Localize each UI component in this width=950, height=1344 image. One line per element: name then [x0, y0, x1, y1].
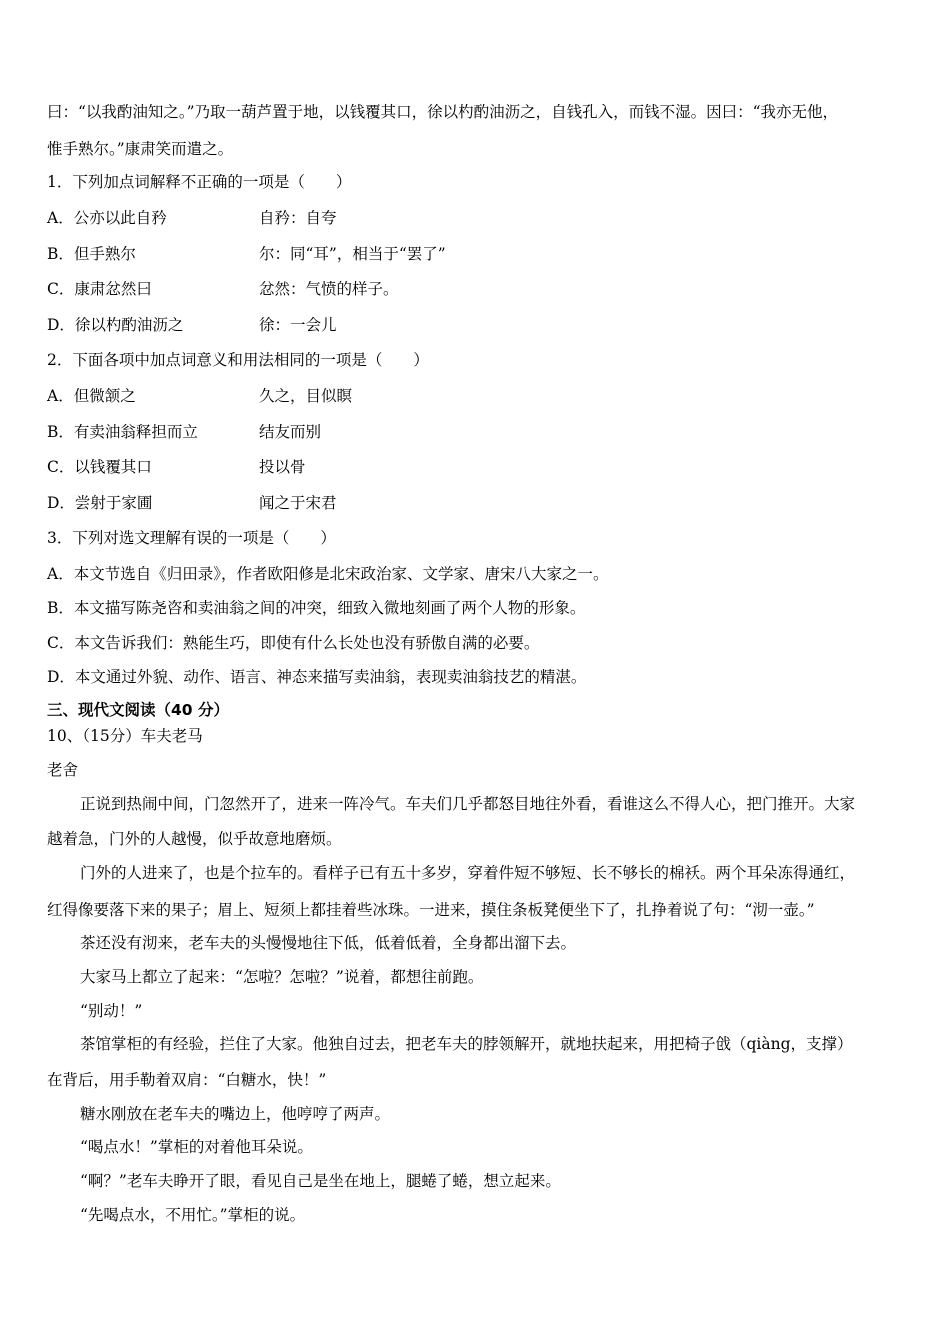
story-paragraph-5: “别动！”	[80, 1002, 143, 1020]
story-paragraph-7: 糖水刚放在老车夫的嘴边上，他哼哼了两声。	[80, 1105, 391, 1123]
q3-option-c: C．本文告诉我们：熟能生巧，即使有什么长处也没有骄傲自满的必要。	[47, 634, 540, 652]
q1-option-c: C．康肃忿然曰	[47, 280, 152, 298]
q2-option-b-note: 结友而别	[259, 423, 322, 441]
q3-option-d: D．本文通过外貌、动作、语言、神态来描写卖油翁，表现卖油翁技艺的精湛。	[47, 668, 587, 686]
q2-option-d: D．尝射于家圃	[47, 494, 153, 512]
q1-option-d-note: 徐：一会儿	[259, 316, 337, 334]
question-1-stem: 1．下列加点词解释不正确的一项是（ ）	[47, 173, 352, 191]
section-heading: 三、现代文阅读（40 分）	[47, 701, 229, 719]
q2-option-c: C．以钱覆其口	[47, 458, 152, 476]
q2-option-b: B．有卖油翁释担而立	[47, 423, 198, 441]
q1-option-d: D．徐以杓酌油沥之	[47, 316, 184, 334]
q3-option-b: B．本文描写陈尧咨和卖油翁之间的冲突，细致入微地刻画了两个人物的形象。	[47, 599, 586, 617]
question-2-stem: 2．下面各项中加点词意义和用法相同的一项是（ ）	[47, 351, 429, 369]
story-paragraph-8: “喝点水！”掌柜的对着他耳朵说。	[80, 1138, 313, 1156]
story-paragraph-1: 正说到热闹中间，门忽然开了，进来一阵冷气。车夫们几乎都怒目地往外看，看谁这么不得人心，把门推开。大家	[80, 795, 856, 813]
story-paragraph-10: “先喝点水，不用忙。”掌柜的说。	[80, 1206, 306, 1224]
story-paragraph-9: “啊？”老车夫睁开了眼，看见自己是坐在地上，腿蜷了蜷，想立起来。	[80, 1172, 561, 1190]
q2-option-d-note: 闻之于宋君	[259, 494, 337, 512]
question-3-stem: 3．下列对选文理解有误的一项是（ ）	[47, 529, 336, 547]
q1-option-b-note: 尔：同“耳”，相当于“罢了”	[259, 245, 446, 263]
story-paragraph-4: 大家马上都立了起来：“怎啦？怎啦？”说着，都想往前跑。	[80, 968, 484, 986]
q1-option-a-note: 自矜：自夸	[259, 209, 337, 227]
story-paragraph-2: 门外的人进来了，也是个拉车的。看样子已有五十多岁，穿着件短不够短、长不够长的棉袄。两个耳朵冻得通红，	[80, 864, 856, 882]
q2-option-a-note: 久之，目似瞑	[259, 387, 353, 405]
q3-option-a: A．本文节选自《归田录》，作者欧阳修是北宋政治家、文学家、唐宋八大家之一。	[47, 565, 609, 583]
q1-option-c-note: 忿然：气愤的样子。	[259, 280, 399, 298]
q2-option-c-note: 投以骨	[259, 458, 306, 476]
q2-option-a: A．但微颔之	[47, 387, 136, 405]
q1-option-a: A．公亦以此自矜	[47, 209, 167, 227]
story-paragraph-6-cont: 在背后，用手勒着双肩：“白糖水，快！”	[47, 1071, 327, 1089]
story-paragraph-6: 茶馆掌柜的有经验，拦住了大家。他独自过去，把老车夫的脖领解开，就地扶起来，用把椅子戗（qiàng，支撑）	[80, 1035, 853, 1053]
story-paragraph-1-cont: 越着急，门外的人越慢，似乎故意地磨烦。	[47, 830, 342, 848]
question-10-title: 10、（15分）车夫老马	[47, 727, 203, 745]
classical-text-line-2: 惟手熟尔。”康肃笑而遣之。	[47, 140, 234, 158]
story-paragraph-3: 茶还没有沏来，老车夫的头慢慢地往下低，低着低着，全身都出溜下去。	[80, 934, 577, 952]
story-paragraph-2-cont: 红得像要落下来的果子；眉上、短须上都挂着些冰珠。一进来，摸住条板凳便坐下了，扎挣着说了句：“沏一壶。”	[47, 901, 815, 919]
classical-text-line-1: 曰：“以我酌油知之。”乃取一葫芦置于地，以钱覆其口，徐以杓酌油沥之，自钱孔入，而钱不湿。因曰：“我亦无他，	[47, 103, 839, 121]
story-author: 老舍	[47, 761, 79, 779]
q1-option-b: B．但手熟尔	[47, 245, 136, 263]
